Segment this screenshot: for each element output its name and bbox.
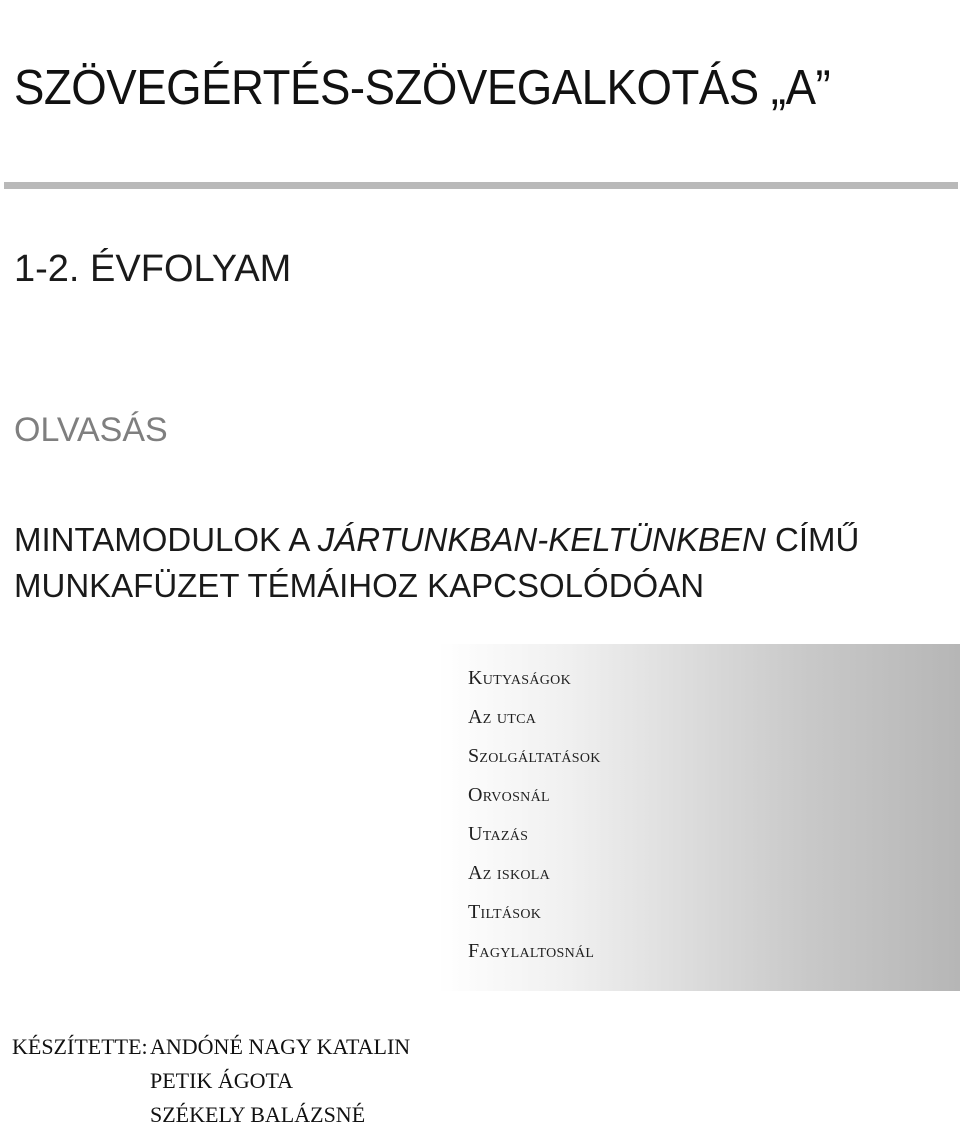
topic-item: Tiltások	[468, 901, 542, 923]
author-name: ANDÓNÉ NAGY KATALIN	[150, 1034, 411, 1059]
topic-list	[468, 659, 601, 971]
subject-title: OLVASÁS	[14, 411, 168, 449]
topic-item: Az utca	[468, 706, 537, 728]
author-name: PETIK ÁGOTA	[150, 1068, 294, 1093]
grade-level: 1-2. ÉVFOLYAM	[14, 248, 292, 290]
topics-panel	[438, 644, 960, 991]
workbook-title: JÁRTUNKBAN-KELTÜNKBEN	[317, 521, 766, 558]
author-name: SZÉKELY BALÁZSNÉ	[150, 1102, 366, 1127]
heading-line1-suffix: CÍMŰ	[765, 521, 860, 558]
document-title: SZÖVEGÉRTÉS-SZÖVEGALKOTÁS „A”	[14, 61, 831, 115]
topic-item: Fagylaltosnál	[468, 940, 595, 962]
heading-line1-prefix: MINTAMODULOK A	[14, 521, 318, 558]
title-divider	[4, 182, 958, 189]
authors-label: KÉSZÍTETTE:	[12, 1034, 148, 1059]
heading-line2: MUNKAFÜZET TÉMÁIHOZ KAPCSOLÓDÓAN	[14, 567, 705, 604]
topic-item: Az iskola	[468, 862, 551, 884]
topic-item: Orvosnál	[468, 784, 550, 806]
topic-item: Kutyaságok	[468, 667, 572, 689]
module-heading	[14, 517, 859, 609]
author-names	[150, 1030, 410, 1132]
topic-item: Utazás	[468, 823, 529, 845]
topic-item: Szolgáltatások	[468, 745, 601, 767]
